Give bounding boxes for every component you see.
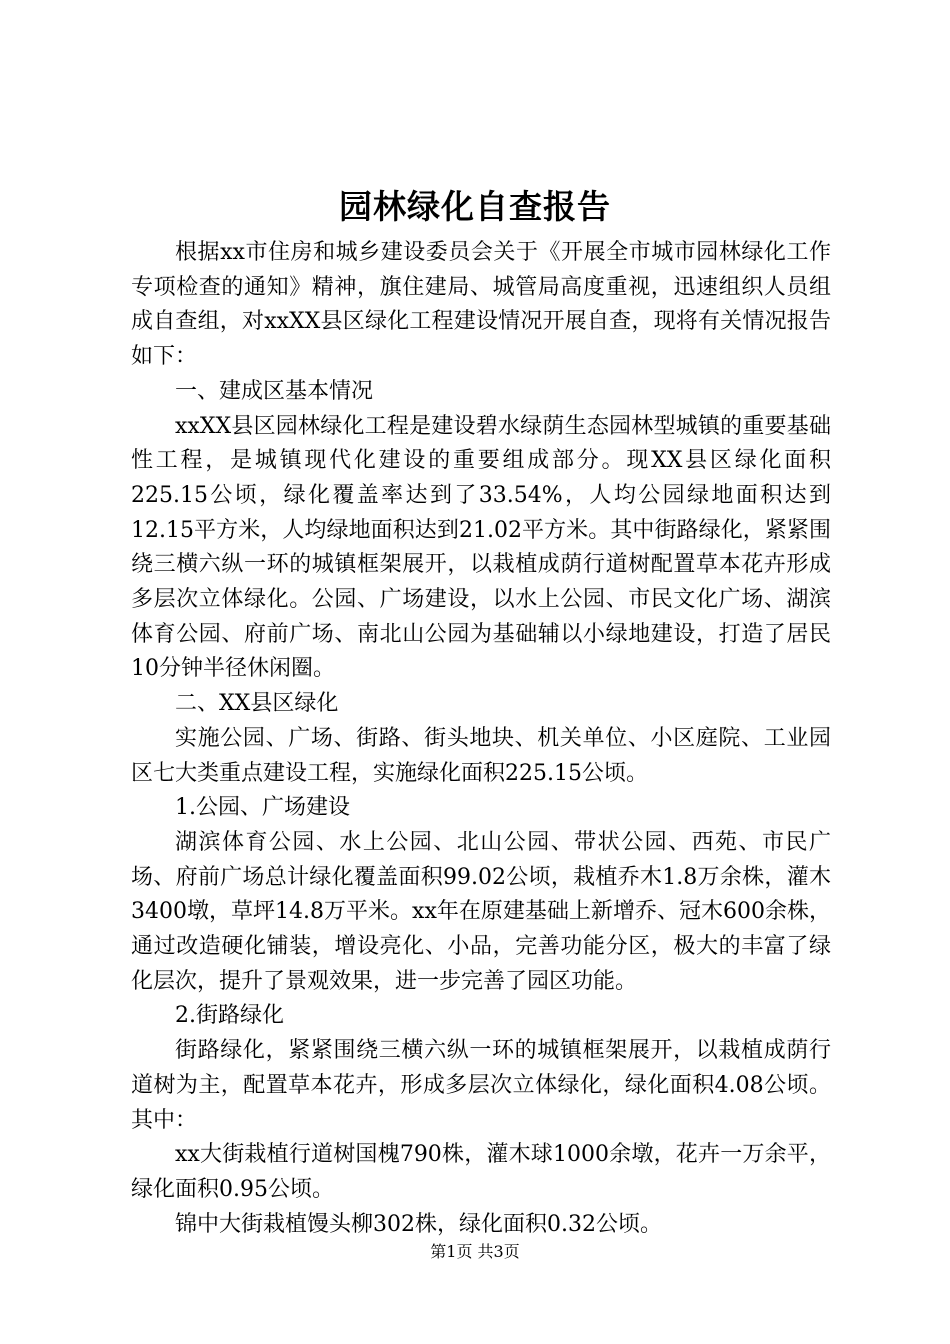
street-detail-paragraph-1: xx大街栽植行道树国槐790株，灌木球1000余墩，花卉一万余平，绿化面积0.95公顷。 (131, 1142, 831, 1202)
subsection-2-paragraph: 街路绿化，紧紧围绕三横六纵一环的城镇框架展开，以栽植成荫行道树为主，配置草本花卉，形成多层次立体绿化，绿化面积4.08公顷。其中： (131, 1038, 831, 1133)
section-heading-2: 二、XX县区绿化 (175, 691, 339, 717)
subsection-heading-2: 2.街路绿化 (175, 1003, 284, 1029)
section-2-paragraph: 实施公园、广场、街路、街头地块、机关单位、小区庭院、工业园区七大类重点建设工程，实施绿化面积225.15公顷。 (131, 725, 831, 786)
document-body (131, 236, 831, 1242)
street-detail-paragraph-2: 锦中大街栽植馒头柳302株，绿化面积0.32公顷。 (175, 1211, 662, 1237)
section-1-paragraph: xxXX县区园林绿化工程是建设碧水绿荫生态园林型城镇的重要基础性工程，是城镇现代化建设的重要组成部分。现XX县区绿化面积225.15公顷，绿化覆盖率达到了33.54%，人均公园绿地面积达到12.15平方米，人均绿地面积达到21.02平方米。其中街路绿化，紧紧围绕三横六纵一环的城镇框架展开，以栽植成荫行道树配置草本花卉形成多层次立体绿化。公园、广场建设，以水上公园、市民文化广场、湖滨体育公园、府前广场、南北山公园为基础辅以小绿地建设，打造了居民10分钟半径休闲圈。 (131, 413, 831, 682)
subsection-1-paragraph: 湖滨体育公园、水上公园、北山公园、带状公园、西苑、市民广场、府前广场总计绿化覆盖面积99.02公顷，栽植乔木1.8万余株，灌木3400墩，草坪14.8万平米。xx年在原建基础上新增乔、冠木600余株，通过改造硬化铺装，增设亮化、小品，完善功能分区，极大的丰富了绿化层次，提升了景观效果，进一步完善了园区功能。 (131, 829, 831, 994)
section-heading-1: 一、建成区基本情况 (175, 378, 374, 404)
intro-paragraph: 根据xx市住房和城乡建设委员会关于《开展全市城市园林绿化工作专项检查的通知》精神，旗住建局、城管局高度重视，迅速组织人员组成自查组，对xxXX县区绿化工程建设情况开展自查，现将有关情况报告如下： (131, 240, 831, 370)
document-title: 园林绿化自查报告 (339, 187, 611, 226)
subsection-heading-1: 1.公园、广场建设 (175, 795, 350, 821)
page-footer: 第1页 共3页 (430, 1242, 520, 1261)
